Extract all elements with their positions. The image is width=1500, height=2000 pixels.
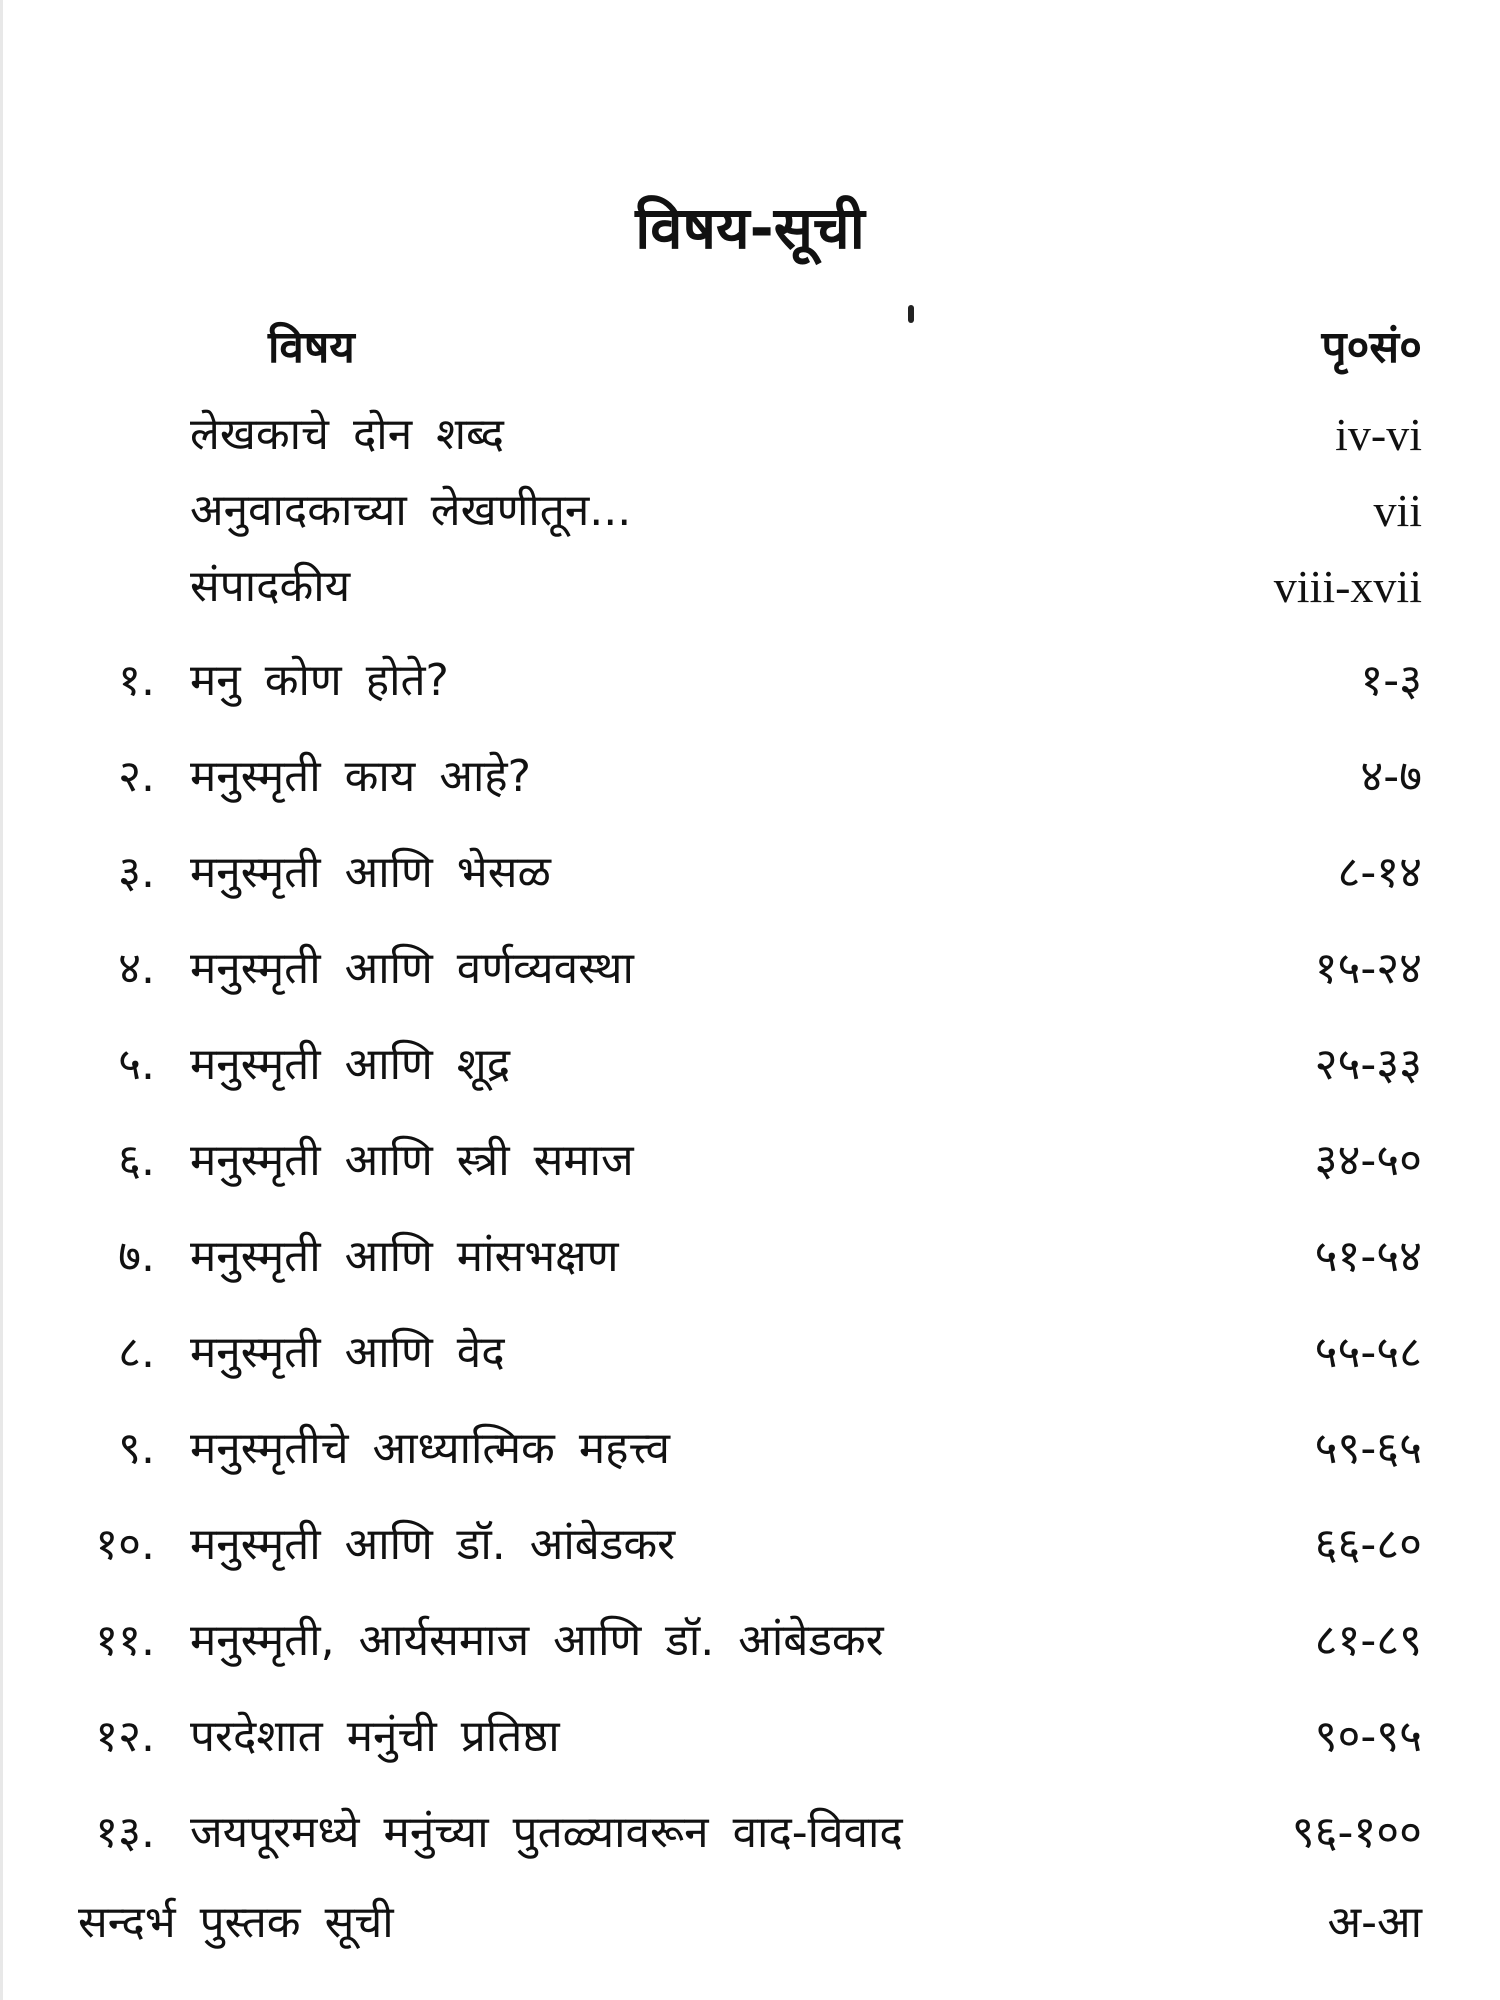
toc-entry-number: २.: [118, 751, 155, 802]
toc-entry-pages: iv-vi: [1335, 409, 1422, 460]
toc-entry-number: ११.: [95, 1615, 155, 1666]
toc-entry-pages: २५-३३: [1314, 1039, 1422, 1090]
toc-entry-front-3: [0, 552, 1500, 622]
toc-entry-title: लेखकाचे दोन शब्द: [190, 409, 505, 460]
toc-entry-chapter-5: [0, 1030, 1500, 1100]
toc-entry-title: मनु कोण होते?: [190, 655, 449, 706]
toc-entry-chapter-1: [0, 646, 1500, 716]
toc-entry-pages: ५१-५४: [1314, 1231, 1422, 1282]
toc-entry-number: १.: [118, 655, 155, 706]
toc-entry-chapter-7: [0, 1222, 1500, 1292]
toc-entry-chapter-9: [0, 1414, 1500, 1484]
toc-entry-pages: ५५-५८: [1314, 1327, 1422, 1378]
toc-entry-front-2: [0, 476, 1500, 546]
toc-entry-title: मनुस्मृती, आर्यसमाज आणि डॉ. आंबेडकर: [190, 1615, 884, 1666]
toc-entry-title: मनुस्मृती आणि मांसभक्षण: [190, 1231, 619, 1282]
toc-entry-chapter-8: [0, 1318, 1500, 1388]
toc-entry-pages: ५९-६५: [1314, 1423, 1422, 1474]
toc-entry-chapter-10: [0, 1510, 1500, 1580]
toc-entry-number: १३.: [95, 1807, 155, 1858]
toc-entry-title: मनुस्मृती आणि वेद: [190, 1327, 505, 1378]
toc-entry-pages: ९६-१००: [1291, 1807, 1422, 1858]
toc-entry-title: मनुस्मृतीचे आध्यात्मिक महत्त्व: [190, 1423, 670, 1474]
toc-entry-number: ५.: [118, 1039, 155, 1090]
toc-entry-title: मनुस्मृती आणि वर्णव्यवस्था: [190, 943, 634, 994]
toc-entry-pages: ४-७: [1360, 751, 1422, 802]
toc-entry-chapter-4: [0, 934, 1500, 1004]
toc-entry-number: ६.: [118, 1135, 155, 1186]
toc-entry-title: जयपूरमध्ये मनुंच्या पुतळ्यावरून वाद-विवाद: [190, 1807, 903, 1858]
toc-entry-pages: १-३: [1360, 655, 1422, 706]
toc-entry-pages: ६६-८०: [1314, 1519, 1422, 1570]
toc-entry-pages: vii: [1373, 485, 1422, 536]
toc-entry-number: ३.: [118, 847, 155, 898]
toc-entry-chapter-3: [0, 838, 1500, 908]
toc-entry-chapter-2: [0, 742, 1500, 812]
toc-entry-title: मनुस्मृती आणि शूद्र: [190, 1039, 511, 1090]
toc-entry-back-1: [0, 1888, 1500, 1958]
toc-entry-number: ४.: [118, 943, 155, 994]
toc-entry-pages: ८१-८९: [1314, 1615, 1422, 1666]
ink-mark: [908, 305, 914, 323]
toc-entry-number: १२.: [95, 1711, 155, 1762]
toc-entry-title: मनुस्मृती आणि डॉ. आंबेडकर: [190, 1519, 676, 1570]
toc-entry-number: १०.: [95, 1519, 155, 1570]
toc-entry-number: ९.: [118, 1423, 155, 1474]
page-title: विषय-सूची: [635, 194, 865, 262]
toc-entry-title: मनुस्मृती आणि भेसळ: [190, 847, 551, 898]
toc-entry-pages: ९०-९५: [1314, 1711, 1422, 1762]
toc-entry-title: सन्दर्भ पुस्तक सूची: [78, 1897, 394, 1948]
toc-entry-pages: ३४-५०: [1314, 1135, 1422, 1186]
toc-entry-chapter-13: [0, 1798, 1500, 1868]
toc-entry-pages: अ-आ: [1327, 1897, 1422, 1948]
toc-entry-pages: १५-२४: [1314, 943, 1422, 994]
toc-entry-chapter-6: [0, 1126, 1500, 1196]
toc-entry-title: अनुवादकाच्या लेखणीतून...: [190, 485, 632, 536]
toc-entry-title: मनुस्मृती काय आहे?: [190, 751, 532, 802]
column-header-page-number: पृ०सं०: [1321, 322, 1422, 373]
toc-entry-pages: viii-xvii: [1273, 561, 1422, 612]
toc-entry-chapter-11: [0, 1606, 1500, 1676]
column-header-subject: विषय: [268, 322, 355, 373]
toc-entry-title: मनुस्मृती आणि स्त्री समाज: [190, 1135, 634, 1186]
toc-entry-chapter-12: [0, 1702, 1500, 1772]
toc-entry-front-1: [0, 400, 1500, 470]
toc-entry-title: संपादकीय: [190, 561, 351, 612]
toc-entry-title: परदेशात मनुंची प्रतिष्ठा: [190, 1711, 560, 1762]
toc-entry-number: ८.: [118, 1327, 155, 1378]
toc-entry-number: ७.: [118, 1231, 155, 1282]
toc-entry-pages: ८-१४: [1337, 847, 1422, 898]
